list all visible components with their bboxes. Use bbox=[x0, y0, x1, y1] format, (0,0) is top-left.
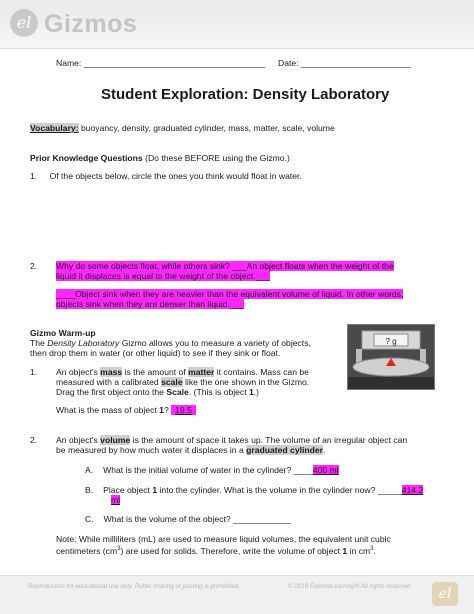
vocabulary-terms: buoyancy, density, graduated cylinder, mass, matter, scale, volume bbox=[78, 123, 335, 133]
warmup-1-line-3: Drag the first object onto the Scale. (This is object 1.) bbox=[56, 387, 260, 397]
warmup-2-number: 2. bbox=[30, 435, 38, 445]
date-label: Date: bbox=[278, 58, 299, 68]
term-matter: matter bbox=[188, 367, 215, 377]
question-1-text: Of the objects below, circle the ones you think would float in water. bbox=[49, 171, 302, 181]
note-line-1: Note: While milliliters (mL) are used to measure liquid volumes, the equivalent unit cubic bbox=[56, 534, 391, 544]
warmup-1-question: What is the mass of object 1? 19.5 bbox=[56, 405, 196, 416]
question-2-line-3: ____Object sink when they are heavier than the equivalent volume of liquid. In other words, bbox=[56, 289, 404, 299]
date-row bbox=[278, 58, 411, 69]
scale-readout: ? g bbox=[385, 337, 397, 346]
warmup-intro-line-1: The Density Laboratory Gizmo allows you to measure a variety of objects, bbox=[30, 338, 311, 348]
question-2-line-4: objects sink when they are denser than liquid.___ bbox=[56, 299, 245, 309]
scale-image bbox=[347, 324, 435, 390]
footer-rights: © 2019 ExploreLearning® All rights reserved bbox=[288, 583, 411, 590]
explorelearning-logo-icon: el bbox=[432, 582, 458, 606]
warmup-intro-line-2: then drop them in water (or other liquid) to see if they sink or float. bbox=[30, 348, 281, 358]
question-1 bbox=[30, 171, 302, 182]
warmup-2-line-2: be measured by how much water it displaces in a graduated cylinder. bbox=[56, 445, 326, 455]
prior-knowledge-heading-line bbox=[30, 153, 290, 164]
footer-copyright-notice: Reproduction for educational use only. Public sharing or posting is prohibited. bbox=[28, 583, 240, 590]
initial-volume-answer[interactable]: 400 ml bbox=[312, 465, 339, 475]
question-2-line-2: liquid it displaces is equal to the weight of the object.___ bbox=[56, 271, 271, 281]
vocabulary-label: Vocabulary: bbox=[30, 123, 79, 133]
prior-knowledge-note: (Do these BEFORE using the Gizmo.) bbox=[142, 153, 290, 163]
vocabulary-line bbox=[30, 123, 335, 134]
gizmos-logo-icon: el bbox=[10, 9, 38, 37]
scale-illustration bbox=[348, 325, 434, 389]
term-volume: volume bbox=[100, 435, 131, 445]
term-scale: scale bbox=[161, 377, 183, 387]
footer-band bbox=[0, 575, 474, 614]
note-line-2: centimeters $(cm^3)$ are used for solids. Therefore, write the volume of object 1 in $cm^3$. bbox=[56, 545, 376, 556]
subquestion-a: A. What is the initial volume of water in the cylinder? ____400 ml bbox=[85, 465, 339, 475]
warmup-heading: Gizmo Warm-up bbox=[30, 328, 96, 338]
final-volume-answer-2[interactable]: ml bbox=[111, 495, 121, 505]
term-graduated-cylinder: graduated cylinder bbox=[246, 445, 324, 455]
name-row bbox=[56, 58, 265, 69]
name-blank[interactable]: ______________________________________ bbox=[83, 58, 266, 68]
subquestion-b-continued bbox=[111, 495, 120, 506]
date-blank[interactable]: _______________________ bbox=[300, 58, 411, 68]
subquestion-b: B. Place object 1 into the cylinder. What is the volume in the cylinder now? _____414.2 bbox=[85, 485, 424, 495]
warmup-1-line-2: measured with a calibrated scale like the one shown in the Gizmo. bbox=[56, 377, 310, 387]
question-1-number: 1. bbox=[30, 171, 38, 181]
warmup-2-line-1: An object's volume is the amount of space it takes up. The volume of an irregular object can bbox=[56, 435, 408, 445]
warmup-1-number: 1. bbox=[30, 367, 38, 377]
mass-answer[interactable]: 19.5 bbox=[171, 405, 196, 415]
subquestion-c: C. What is the volume of the object? ____________ bbox=[85, 514, 291, 524]
term-mass: mass bbox=[100, 367, 123, 377]
final-volume-answer-1[interactable]: 414.2 bbox=[401, 485, 424, 495]
name-label: Name: bbox=[56, 58, 82, 68]
page-title: Student Exploration: Density Laboratory bbox=[101, 86, 390, 103]
gizmos-logo-text: Gizmos bbox=[44, 10, 138, 38]
gizmo-name: Density Laboratory bbox=[47, 338, 120, 348]
prior-knowledge-heading: Prior Knowledge Questions bbox=[30, 153, 143, 163]
question-2-line-1: Why do some objects float, while others sink? ___An object floats when the weight of the bbox=[56, 261, 394, 271]
question-2-number: 2. bbox=[30, 261, 38, 271]
warmup-1-line-1: An object's mass is the amount of matter it contains. Mass can be bbox=[56, 367, 309, 377]
